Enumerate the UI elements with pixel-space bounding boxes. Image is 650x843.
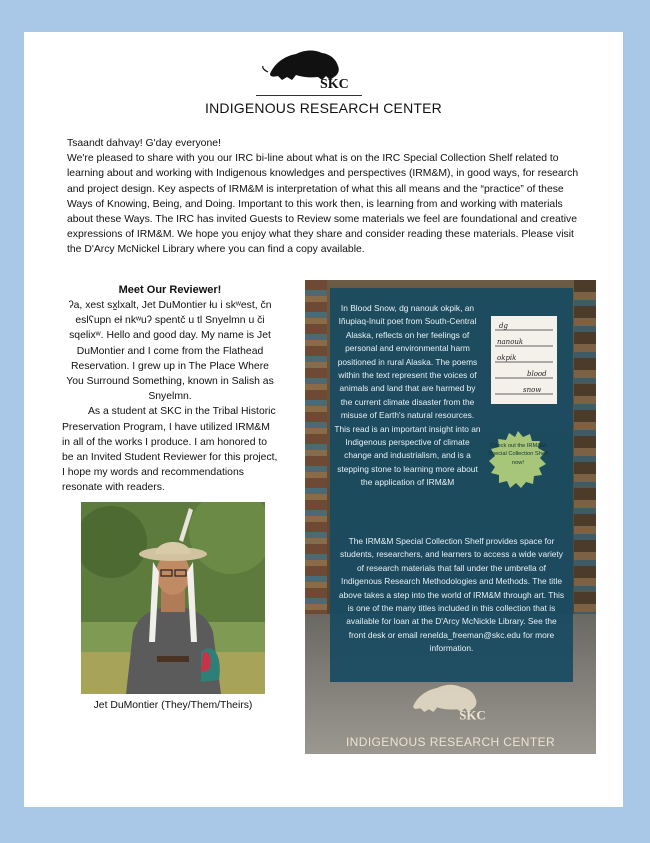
reviewer-paragraph: As a student at SKC in the Tribal Historic Preservation Program, I have utilized IRM&M in all of the works I produce. I am honored to be an Invited Student Reviewer for this project, I hope my words and recommendations resonate with readers. xyxy=(62,406,278,494)
poster-logo-text: SKC xyxy=(459,708,486,722)
page-title: INDIGENOUS RESEARCH CENTER xyxy=(204,100,442,116)
book-cover xyxy=(491,316,557,404)
book-review-text: In Blood Snow, dg nanouk okpik, an Iñupiaq-Inuit poet from South-Central Alaska, reflects on her feelings of personal and environmental harm positioned in rural Alaska. The poems within the text represent the voices of animals and land that are harmed by the current climate disaster from the misuse of Earth's natural resources. This read is an important insight into an Indigenous perspective of climate change and industrialism, and is a stepping stone to learning more about the application of IRM&M xyxy=(334,303,481,488)
newsletter-page xyxy=(24,32,623,807)
cover-line-5: snow xyxy=(523,386,542,394)
intro-body: We're pleased to share with you our IRC bi-line about what is on the IRC Special Collection Shelf related to learning about and working with Indigenous knowledges and perspectives (IRM&M), in good ways, for research and project design. Key aspects of IRM&M is interpretation of what this all means and the “practice” of these Ways of Knowing, Being, and Doing. Important to this work then, is learning from and working with materials about these Ways. The IRC has invited Guests to Review some materials we feel are foundational and creative expressions of IRM&M. We hope you enjoy what they share and consider reading these materials. Please visit the D'Arcy McNickel Library where you can find a copy available. xyxy=(67,153,579,256)
review-panel xyxy=(330,288,573,682)
cover-line-2: nanouk xyxy=(497,338,524,346)
bookshelf-right xyxy=(574,280,596,614)
book-cover-art xyxy=(491,316,557,404)
badge-text: Check out the IRM&M Special Collection Shelf now! xyxy=(488,443,548,466)
salish-greeting: ʔa, xest sx̰lxalt, Jet DuMontier łu i skʷest, čn eslʕupn eł nkʷuʔ spentč u tl Snyelmn u či sqelixʷ. xyxy=(68,300,272,342)
collection-info-text: The IRM&M Special Collection Shelf provides space for students, researchers, and learners to access a wide variety of research materials that fall under the umbrella of Indigenous Research Methodologies and Methods. The title above takes a step into the world of IRM&M through art. This is one of the many titles included in this collection that is available for loan at the D'Arcy McNickle Library. See the front desk or email renelda_freeman@skc.edu for more information. xyxy=(338,536,565,654)
reviewer-intro xyxy=(62,298,278,404)
reviewer-heading: Meet Our Reviewer! xyxy=(118,284,222,296)
collection-poster xyxy=(305,280,596,754)
bookshelf-left xyxy=(305,280,327,614)
cover-line-3: okpik xyxy=(497,354,517,362)
intro-section xyxy=(67,136,579,258)
cover-line-1: dg xyxy=(499,322,508,330)
reviewer-section xyxy=(62,283,278,496)
cover-line-4: blood xyxy=(527,370,547,378)
poster-title: INDIGENOUS RESEARCH CENTER xyxy=(345,735,556,749)
logo-divider xyxy=(256,95,362,96)
photo-caption: Jet DuMontier (They/Them/Theirs) xyxy=(93,700,253,711)
poster-skc-logo xyxy=(404,678,496,722)
intro-greeting: Tsaandt dahvay! G'day everyone! xyxy=(67,138,221,149)
reviewer-intro-text: Hello and good day. My name is Jet DuMontier and I come from the Flathead Reservation. I grew up in The Place Where You Surround Something, known in Salish as Snyelmn. xyxy=(66,330,274,403)
collection-badge xyxy=(488,430,548,490)
reviewer-photo xyxy=(81,502,265,694)
skc-bison-logo xyxy=(260,44,360,90)
logo-text: SKC xyxy=(320,77,349,90)
